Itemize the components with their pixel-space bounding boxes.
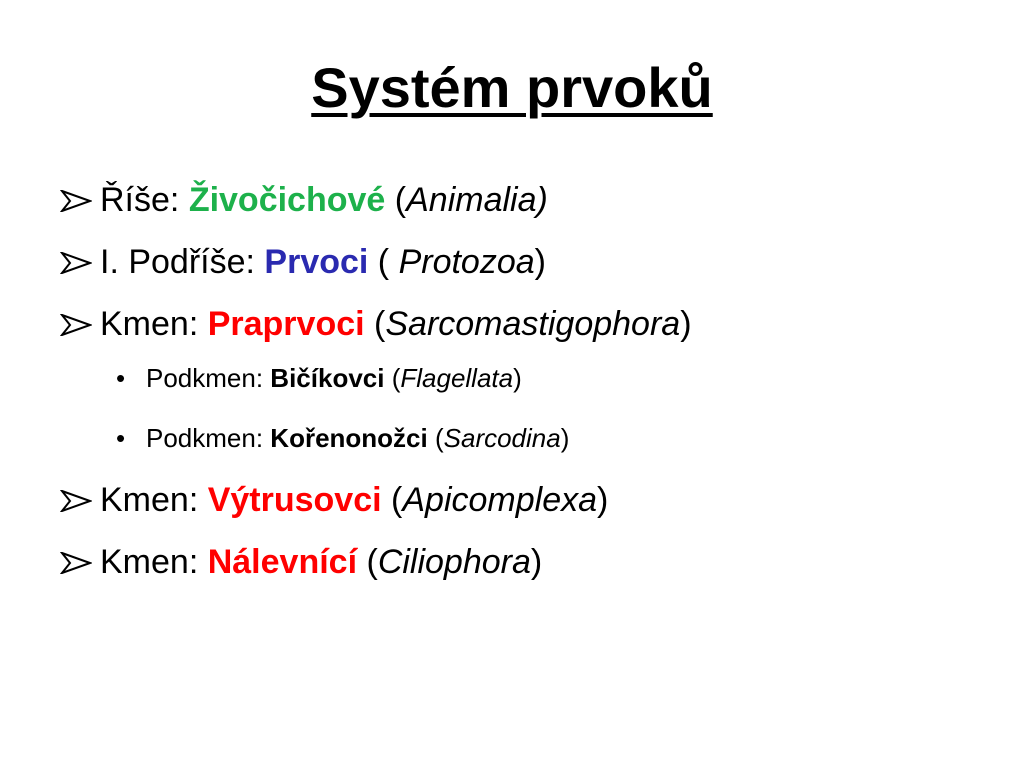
list-item-rise [58, 180, 998, 220]
list-item-kmen-vytrusovci [58, 480, 998, 520]
item-open: ( [357, 543, 378, 581]
item-name: Kořenonožci [270, 423, 428, 453]
arrowhead-bullet-icon [60, 552, 92, 574]
item-prefix: Podkmen: [146, 363, 271, 393]
item-prefix: Říše: [100, 181, 189, 219]
bullet-dot-icon: • [116, 423, 126, 453]
item-open: ( [381, 481, 403, 519]
item-close: ) [534, 243, 546, 281]
item-open: ( [385, 181, 407, 219]
arrowhead-bullet-icon [60, 490, 92, 512]
list-item-podrise [58, 242, 998, 282]
item-open: ( [364, 305, 386, 343]
arrowhead-bullet-icon [60, 314, 92, 336]
item-name: Prvoci [264, 243, 369, 281]
item-name: Nálevnící [207, 543, 358, 581]
bullet-dot-icon: • [116, 363, 126, 393]
item-latin: Sarcodina [443, 423, 561, 453]
item-latin: Flagellata [400, 363, 514, 393]
item-latin: Animalia) [406, 181, 548, 219]
item-close: ) [680, 305, 692, 343]
item-prefix: Podkmen: [146, 423, 271, 453]
item-name: Výtrusovci [207, 481, 382, 519]
list-item-podkmen-korenonozci [58, 422, 998, 454]
item-prefix: Kmen: [100, 481, 208, 519]
item-prefix: Kmen: [100, 305, 208, 343]
item-name: Bičíkovci [270, 363, 385, 393]
item-close: ) [530, 543, 543, 581]
item-close: ) [560, 423, 570, 453]
item-open: ( [384, 363, 401, 393]
item-prefix: I. Podříše: [100, 243, 265, 281]
item-latin: Protozoa [398, 243, 535, 281]
item-latin: Ciliophora [377, 543, 531, 581]
list-item-podkmen-bicikovci [58, 362, 998, 394]
slide-title [0, 52, 1024, 124]
item-close: ) [597, 481, 609, 519]
item-latin: Apicomplexa [402, 481, 598, 519]
slide-title-text: Systém prvoků [311, 56, 713, 119]
list-item-kmen-nalevnici [58, 542, 998, 582]
list-item-kmen-praprvoci [58, 304, 998, 344]
arrowhead-bullet-icon [60, 190, 92, 212]
item-open: ( [368, 243, 399, 281]
item-open: ( [427, 423, 444, 453]
item-prefix: Kmen: [100, 543, 208, 581]
item-close: ) [513, 363, 522, 393]
item-name: Živočichové [188, 181, 386, 219]
bullet-list [58, 180, 998, 604]
item-latin: Sarcomastigophora [385, 305, 681, 343]
arrowhead-bullet-icon [60, 252, 92, 274]
item-name: Praprvoci [207, 305, 365, 343]
